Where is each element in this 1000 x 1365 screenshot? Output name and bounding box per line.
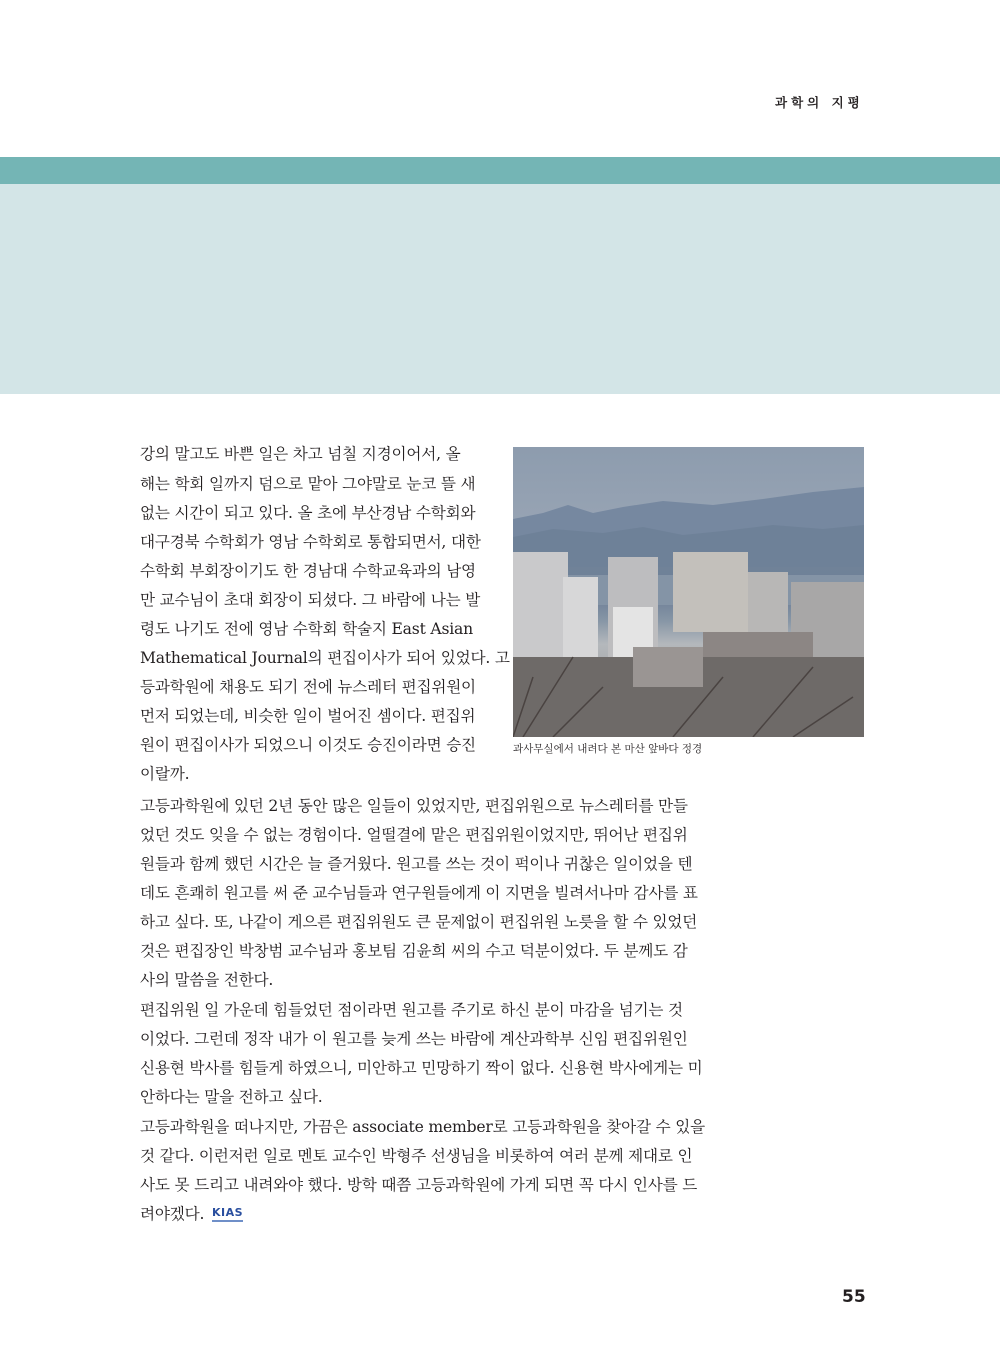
text-line: 신용현 박사를 힘들게 하였으니, 미안하고 민망하기 짝이 없다. 신용현 박사에게는 미 [140, 1059, 703, 1077]
text-line: 등과학원에 채용도 되기 전에 뉴스레터 편집위원이 [140, 678, 476, 696]
text-line: 원이 편집이사가 되었으니 이것도 승진이라면 승진 [140, 736, 476, 754]
text-line: 사도 못 드리고 내려와야 했다. 방학 때쯤 고등과학원에 가게 되면 꼭 다시 인사를 드 [140, 1176, 698, 1194]
text-line: 없는 시간이 되고 있다. 올 초에 부산경남 수학회와 [140, 504, 476, 522]
text-line: 해는 학회 일까지 덤으로 맡아 그야말로 눈코 뜰 새 [140, 475, 476, 493]
text-line: 안하다는 말을 전하고 싶다. [140, 1088, 323, 1106]
text-line: 강의 말고도 바쁜 일은 차고 넘칠 지경이어서, 올 [140, 445, 461, 463]
text-line: 것 같다. 이런저런 일로 멘토 교수인 박형주 선생님을 비롯하여 여러 분께 제대로 인 [140, 1147, 693, 1165]
photo-caption: 과사무실에서 내려다 본 마산 앞바다 정경 [513, 743, 703, 755]
city-bay-photo [513, 447, 864, 737]
section-label: 과학의 지평 [775, 95, 864, 110]
text-line: 편집위원 일 가운데 힘들었던 점이라면 원고를 주기로 하신 분이 마감을 넘기는 것 [140, 1001, 683, 1019]
text-line: 령도 나기도 전에 영남 수학회 학술지 East Asian [140, 620, 473, 638]
text-line: Mathematical Journal의 편집이사가 되어 있었다. 고 [140, 649, 510, 667]
page-number: 55 [842, 1287, 866, 1307]
text-line: 데도 흔쾌히 원고를 써 준 교수님들과 연구원들에게 이 지면을 빌려서나마 감사를 표 [140, 884, 698, 902]
text-line: 대구경북 수학회가 영남 수학회로 통합되면서, 대한 [140, 533, 481, 551]
text-line: 원들과 함께 했던 시간은 늘 즐거웠다. 원고를 쓰는 것이 퍽이나 귀찮은 일이었을 텐 [140, 855, 693, 873]
text-line: 먼저 되었는데, 비슷한 일이 벌어진 셈이다. 편집위 [140, 707, 476, 725]
header-band-light [0, 184, 1000, 394]
text-line: 사의 말씀을 전한다. [140, 971, 274, 989]
text-line: 려야겠다. [140, 1205, 205, 1223]
header-band-dark [0, 157, 1000, 184]
text-line: 만 교수님이 초대 회장이 되셨다. 그 바람에 나는 발 [140, 591, 481, 609]
text-line: 이랄까. [140, 765, 190, 783]
text-line: 었던 것도 잊을 수 없는 경험이다. 얼떨결에 맡은 편집위원이었지만, 뛰어난 편집위 [140, 826, 688, 844]
text-line: 수학회 부회장이기도 한 경남대 수학교육과의 남영 [140, 562, 476, 580]
text-line: 것은 편집장인 박창범 교수님과 홍보팀 김윤희 씨의 수고 덕분이었다. 두 분께도 감 [140, 942, 688, 960]
kias-logo: KIAS [212, 1207, 243, 1222]
text-line: 고등과학원에 있던 2년 동안 많은 일들이 있었지만, 편집위원으로 뉴스레터를 만들 [140, 797, 688, 815]
text-line: 고등과학원을 떠나지만, 가끔은 associate member로 고등과학원을 찾아갈 수 있을 [140, 1118, 705, 1136]
text-line: 하고 싶다. 또, 나같이 게으른 편집위원도 큰 문제없이 편집위원 노릇을 할 수 있었던 [140, 913, 698, 931]
text-line: 이었다. 그런데 정작 내가 이 원고를 늦게 쓰는 바람에 계산과학부 신임 편집위원인 [140, 1030, 688, 1048]
